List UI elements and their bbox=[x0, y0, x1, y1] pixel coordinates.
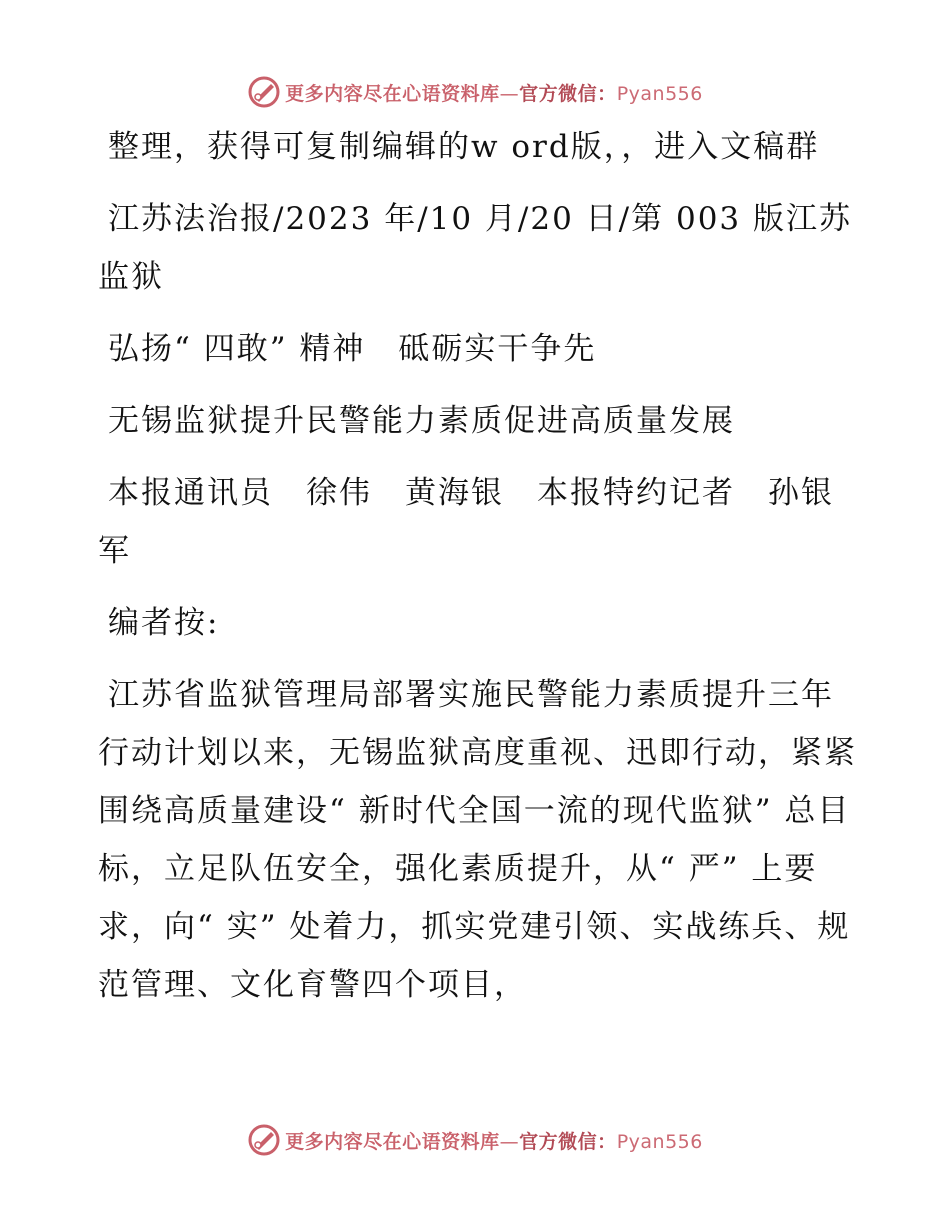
watermark-text bbox=[285, 1127, 703, 1154]
watermark-logo-icon bbox=[247, 1123, 281, 1157]
watermark-logo-icon bbox=[247, 75, 281, 109]
paragraph-byline: 本报通讯员 徐伟 黄海银 本报特约记者 孙银军 bbox=[98, 475, 834, 569]
document-body bbox=[98, 118, 858, 1014]
watermark-sub: 官方微信： bbox=[519, 82, 617, 105]
paragraph-editor-note-label: 编者按: bbox=[108, 605, 220, 641]
watermark-main: 更多内容尽在心语资料库 bbox=[285, 82, 500, 105]
watermark-main: 更多内容尽在心语资料库 bbox=[285, 1130, 500, 1153]
watermark-dash: — bbox=[499, 82, 520, 105]
watermark-id: Pyan556 bbox=[616, 82, 703, 105]
footer-watermark bbox=[0, 1120, 950, 1160]
paragraph-subheadline: 无锡监狱提升民警能力素质促进高质量发展 bbox=[108, 403, 735, 439]
header-watermark bbox=[0, 72, 950, 112]
watermark-dash: — bbox=[499, 1130, 520, 1153]
paragraph-intro: 整理，获得可复制编辑的w ord版，，进入文稿群 bbox=[108, 129, 820, 165]
paragraph-headline: 弘扬“ 四敢” 精神 砥砺实干争先 bbox=[108, 331, 597, 367]
watermark-id: Pyan556 bbox=[616, 1130, 703, 1153]
watermark-text bbox=[285, 79, 703, 106]
paragraph-body: 江苏省监狱管理局部署实施民警能力素质提升三年行动计划以来，无锡监狱高度重视、迅即行动，紧紧围绕高质量建设“ 新时代全国一流的现代监狱” 总目标，立足队伍安全，强化素质提升，从“ 严” 上要求，向“ 实” 处着力，抓实党建引领、实战练兵、规范管理、文化育警四个项目， bbox=[98, 677, 857, 1003]
watermark-sub: 官方微信： bbox=[519, 1130, 617, 1153]
paragraph-source: 江苏法治报/2023 年/10 月/20 日/第 003 版江苏监狱 bbox=[98, 201, 853, 295]
